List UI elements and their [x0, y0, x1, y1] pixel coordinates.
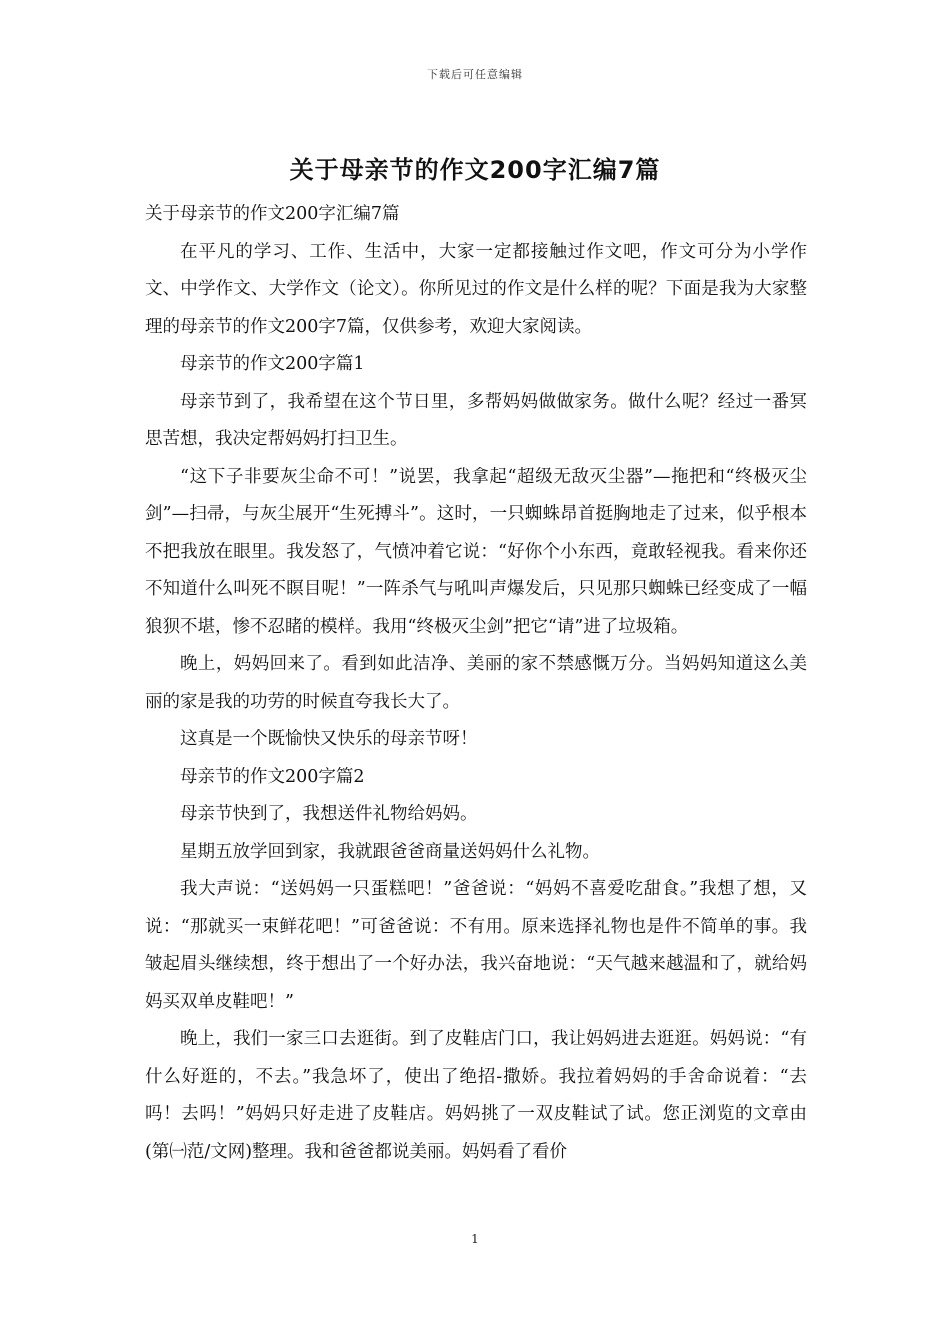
header-note: 下载后可任意编辑	[427, 68, 523, 81]
document-subtitle: 关于母亲节的作文200字汇编7篇	[145, 204, 400, 224]
document-body	[145, 196, 807, 1171]
document-title: 关于母亲节的作文200字汇编7篇	[289, 156, 661, 184]
page-number: 1	[471, 1232, 479, 1246]
paragraph: 我大声说：“送妈妈一只蛋糕吧！”爸爸说：“妈妈不喜爱吃甜食。”我想了想，又说：“那就买一束鲜花吧！”可爸爸说：不有用。原来选择礼物也是件不简单的事。我皱起眉头继续想，终于想出了一个好办法，我兴奋地说：“天气越来越温和了，就给妈妈买双单皮鞋吧！”	[145, 879, 807, 1012]
section-heading-2: 母亲节的作文200字篇2	[180, 766, 365, 787]
section-heading-1: 母亲节的作文200字篇1	[180, 354, 365, 374]
paragraph-intro: 在平凡的学习、工作、生活中，大家一定都接触过作文吧，作文可分为小学作文、中学作文、大学作文（论文）。你所见过的作文是什么样的呢？下面是我为大家整理的母亲节的作文200字7篇，仅供参考，欢迎大家阅读。	[145, 241, 807, 337]
paragraph: 母亲节快到了，我想送件礼物给妈妈。	[180, 804, 478, 824]
paragraph: 晚上，妈妈回来了。看到如此洁净、美丽的家不禁感慨万分。当妈妈知道这么美丽的家是我的功劳的时候直夸我长大了。	[145, 654, 807, 712]
paragraph: 母亲节到了，我希望在这个节日里，多帮妈妈做做家务。做什么呢？经过一番冥思苦想，我决定帮妈妈打扫卫生。	[145, 391, 807, 449]
paragraph: 这真是一个既愉快又快乐的母亲节呀！	[180, 729, 478, 749]
paragraph: 晚上，我们一家三口去逛街。到了皮鞋店门口，我让妈妈进去逛逛。妈妈说：“有什么好逛的，不去。”我急坏了，使出了绝招-撒娇。我拉着妈妈的手舍命说着：“去吗！去吗！”妈妈只好走进了皮鞋店。妈妈挑了一双皮鞋试了试。您正浏览的文章由(第㈠范/文网)整理。我和爸爸都说美丽。妈妈看了看价	[145, 1029, 807, 1162]
paragraph: 星期五放学回到家，我就跟爸爸商量送妈妈什么礼物。	[180, 841, 600, 862]
paragraph: “这下子非要灰尘命不可！”说罢，我拿起“超级无敌灭尘器”—拖把和“终极灭尘剑”—扫帚，与灰尘展开“生死搏斗”。这时，一只蜘蛛昂首挺胸地走了过来，似乎根本不把我放在眼里。我发怒了，气愤冲着它说：“好你个小东西，竟敢轻视我。看来你还不知道什么叫死不瞑目呢！”一阵杀气与吼叫声爆发后，只见那只蜘蛛已经变成了一幅狼狈不堪，惨不忍睹的模样。我用“终极灭尘剑”把它“请”进了垃圾箱。	[145, 466, 807, 637]
